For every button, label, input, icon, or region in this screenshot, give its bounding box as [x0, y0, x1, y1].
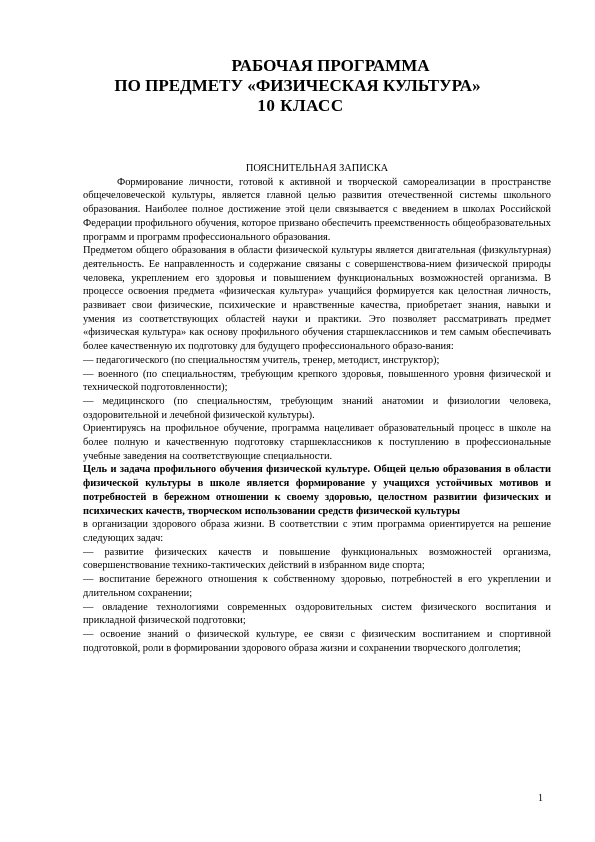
list-item-task-2: — воспитание бережного отношения к собственному здоровью, потребностей в его укреплении и длительном сохранении; — [83, 574, 551, 599]
list-item-task-4: — освоение знаний о физической культуре, ее связи с физическим воспитанием и спортивной подготовкой, роли в формировании здорового образа жизни и сохранении творческого долголетия; — [83, 628, 551, 654]
paragraph-goal-continued: в организации здорового образа жизни. В соответствии с этим программа ориентируется на решение следующих задач: — [83, 519, 551, 544]
paragraph-subject: Предметом общего образования в области физической культуры является двигательная (физкультурная) деятельность. Ее направленность и содержание связаны с совершенствова-нием физической природы человека, укреплением его здоровья и повышением функциональных возможностей организма. В процессе освоения предмета «физическая культура» учащийся формируется как целостная личность, развивает свои физические, психические и нравственные качества, приобретает знания, навыки и умения из соответствующих областей науки и практики. Это позволяет рассматривать предмет «физическая культура» как основу профильного обучения старшеклассников и тем самым обеспечивать более качественную их подготовку для будущего профессионального образо-вания: — [83, 245, 551, 353]
document-body — [83, 162, 551, 655]
title-line-1: РАБОЧАЯ ПРОГРАММА — [231, 56, 430, 75]
list-item-military: — военного (по специальностям, требующим крепкого здоровья, повышенного уровня физической и технической подготовленности); — [83, 368, 551, 394]
paragraph-goal-bold: Цель и задача профильного обучения физической культуре. Общей целью образования в области физической культуры в школе является формирование у учащихся устойчивых мотивов и потребностей в бережном отношении к своему здоровью, целостном развитии физических и психических качеств, творческом использовании средств физической культуры — [83, 464, 551, 517]
page-number: 1 — [538, 793, 543, 804]
list-item-pedagogical: — педагогического (по специальностям учитель, тренер, методист, инструктор); — [83, 354, 440, 366]
paragraph-orientation: Ориентируясь на профильное обучение, программа нацеливает образовательный процесс в школе на более полную и качественную подготовку старшеклассников к поступлению в профессиональные учебные заведения на соответствующие специальности. — [83, 423, 551, 462]
title-line-2: ПО ПРЕДМЕТУ «ФИЗИЧЕСКАЯ КУЛЬТУРА» — [114, 76, 481, 95]
document-title — [0, 56, 595, 116]
list-item-medical: — медицинского (по специальностям, требующим знаний анатомии и физиологии человека, оздоровительной и лечебной физической культуры). — [83, 395, 551, 421]
title-line-3: 10 КЛАСС — [257, 96, 344, 115]
list-item-task-1: — развитие физических качеств и повышение функциональных возможностей организма, совершенствование технико-тактических действий в избранном виде спорта; — [83, 546, 551, 572]
paragraph-intro: Формирование личности, готовой к активной и творческой самореализации в пространстве общечеловеческой культуры, является главной целью развития отечественной системы школьного образования. Наиболее полное достижение этой цели связывается с введением в школах Российской Федерации профильного обучения, которое призвано обеспечить преемственность общеобразовательных программ и программ профессионального образования. — [83, 176, 551, 243]
list-item-task-3: — овладение технологиями современных оздоровительных систем физического воспитания и прикладной физической подготовки; — [83, 601, 551, 627]
section-heading: ПОЯСНИТЕЛЬНАЯ ЗАПИСКА — [245, 163, 389, 174]
